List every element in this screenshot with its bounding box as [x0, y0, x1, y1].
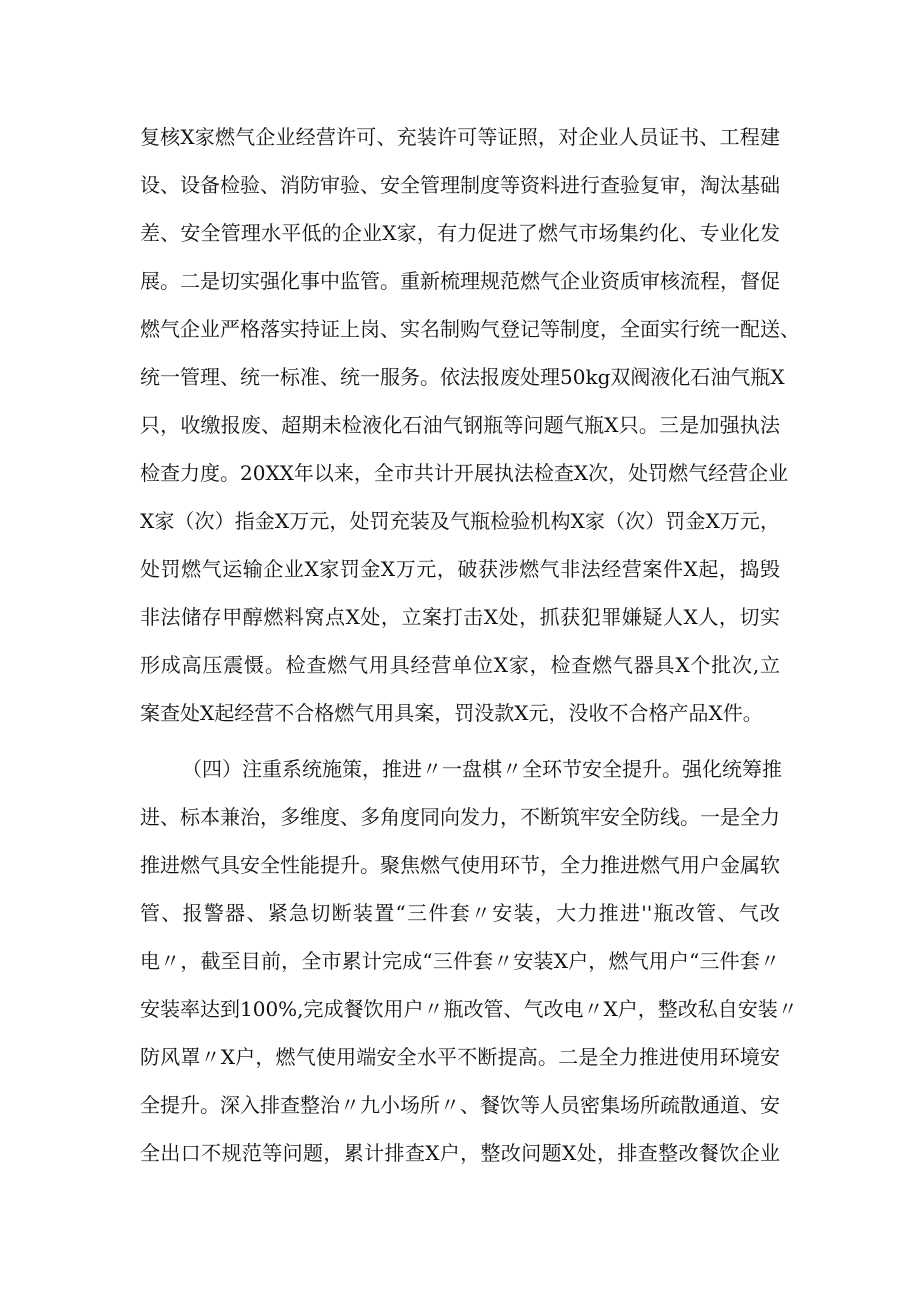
- text-line: 处罚燃气运输企业X家罚金X万元，破获涉燃气非法经营案件X起，捣毁: [140, 557, 780, 581]
- text-line: 非法储存甲醇燃料窝点X处，立案打击X处，抓获犯罪嫌疑人X人，切实: [140, 605, 780, 629]
- text-line: X家（次）指金X万元，处罚充装及气瓶检验机构X家（次）罚金X万元，: [140, 509, 780, 533]
- text-line: 全出口不规范等问题，累计排查X户，整改问题X处，排查整改餐饮企业: [140, 1141, 780, 1165]
- text-line: 复核X家燃气企业经营许可、充装许可等证照，对企业人员证书、工程建: [140, 125, 780, 149]
- text-line: 全提升。深入排查整治〃九小场所〃、餐饮等人员密集场所疏散通道、安: [140, 1093, 780, 1117]
- text-line: 差、安全管理水平低的企业X家，有力促进了燃气市场集约化、专业化发: [140, 221, 780, 245]
- text-line: 管、报警器、紧急切断装置“三件套〃安装，大力推进''瓶改管、气改: [140, 901, 780, 925]
- text-line: 形成高压震慑。检查燃气用具经营单位X家，检查燃气器具X个批次,立: [140, 653, 780, 677]
- text-line: 检查力度。20XX年以来，全市共计开展执法检查X次，处罚燃气经营企业: [140, 461, 789, 485]
- text-line: 防风罩〃X户，燃气使用端安全水平不断提高。二是全力推进使用环境安: [140, 1045, 780, 1069]
- text-line: 电〃，截至目前，全市累计完成“三件套〃安装X户，燃气用户“三件套〃: [140, 949, 780, 973]
- section-heading-line: （四）注重系统施策，推进〃一盘棋〃全环节安全提升。强化统筹推: [182, 757, 782, 781]
- text-line: 只，收缴报废、超期未检液化石油气钢瓶等问题气瓶X只。三是加强执法: [140, 413, 780, 437]
- text-line: 展。二是切实强化事中监管。重新梳理规范燃气企业资质审核流程，督促: [140, 269, 780, 293]
- text-line: 安装率达到100%,完成餐饮用户〃瓶改管、气改电〃X户，整改私自安装〃: [140, 997, 798, 1021]
- text-line: 进、标本兼治，多维度、多角度同向发力，不断筑牢安全防线。一是全力: [140, 805, 780, 829]
- text-line: 案查处X起经营不合格燃气用具案，罚没款X元，没收不合格产品X件。: [140, 701, 763, 725]
- text-line: 燃气企业严格落实持证上岗、实名制购气登记等制度，全面实行统一配送、: [140, 317, 800, 341]
- text-line: 设、设备检验、消防审验、安全管理制度等资料进行查验复审，淘汰基础: [140, 173, 780, 197]
- text-line: 推进燃气具安全性能提升。聚焦燃气使用环节，全力推进燃气用户金属软: [140, 853, 780, 877]
- text-line: 统一管理、统一标准、统一服务。依法报废处理50kg双阀液化石油气瓶X: [140, 365, 785, 389]
